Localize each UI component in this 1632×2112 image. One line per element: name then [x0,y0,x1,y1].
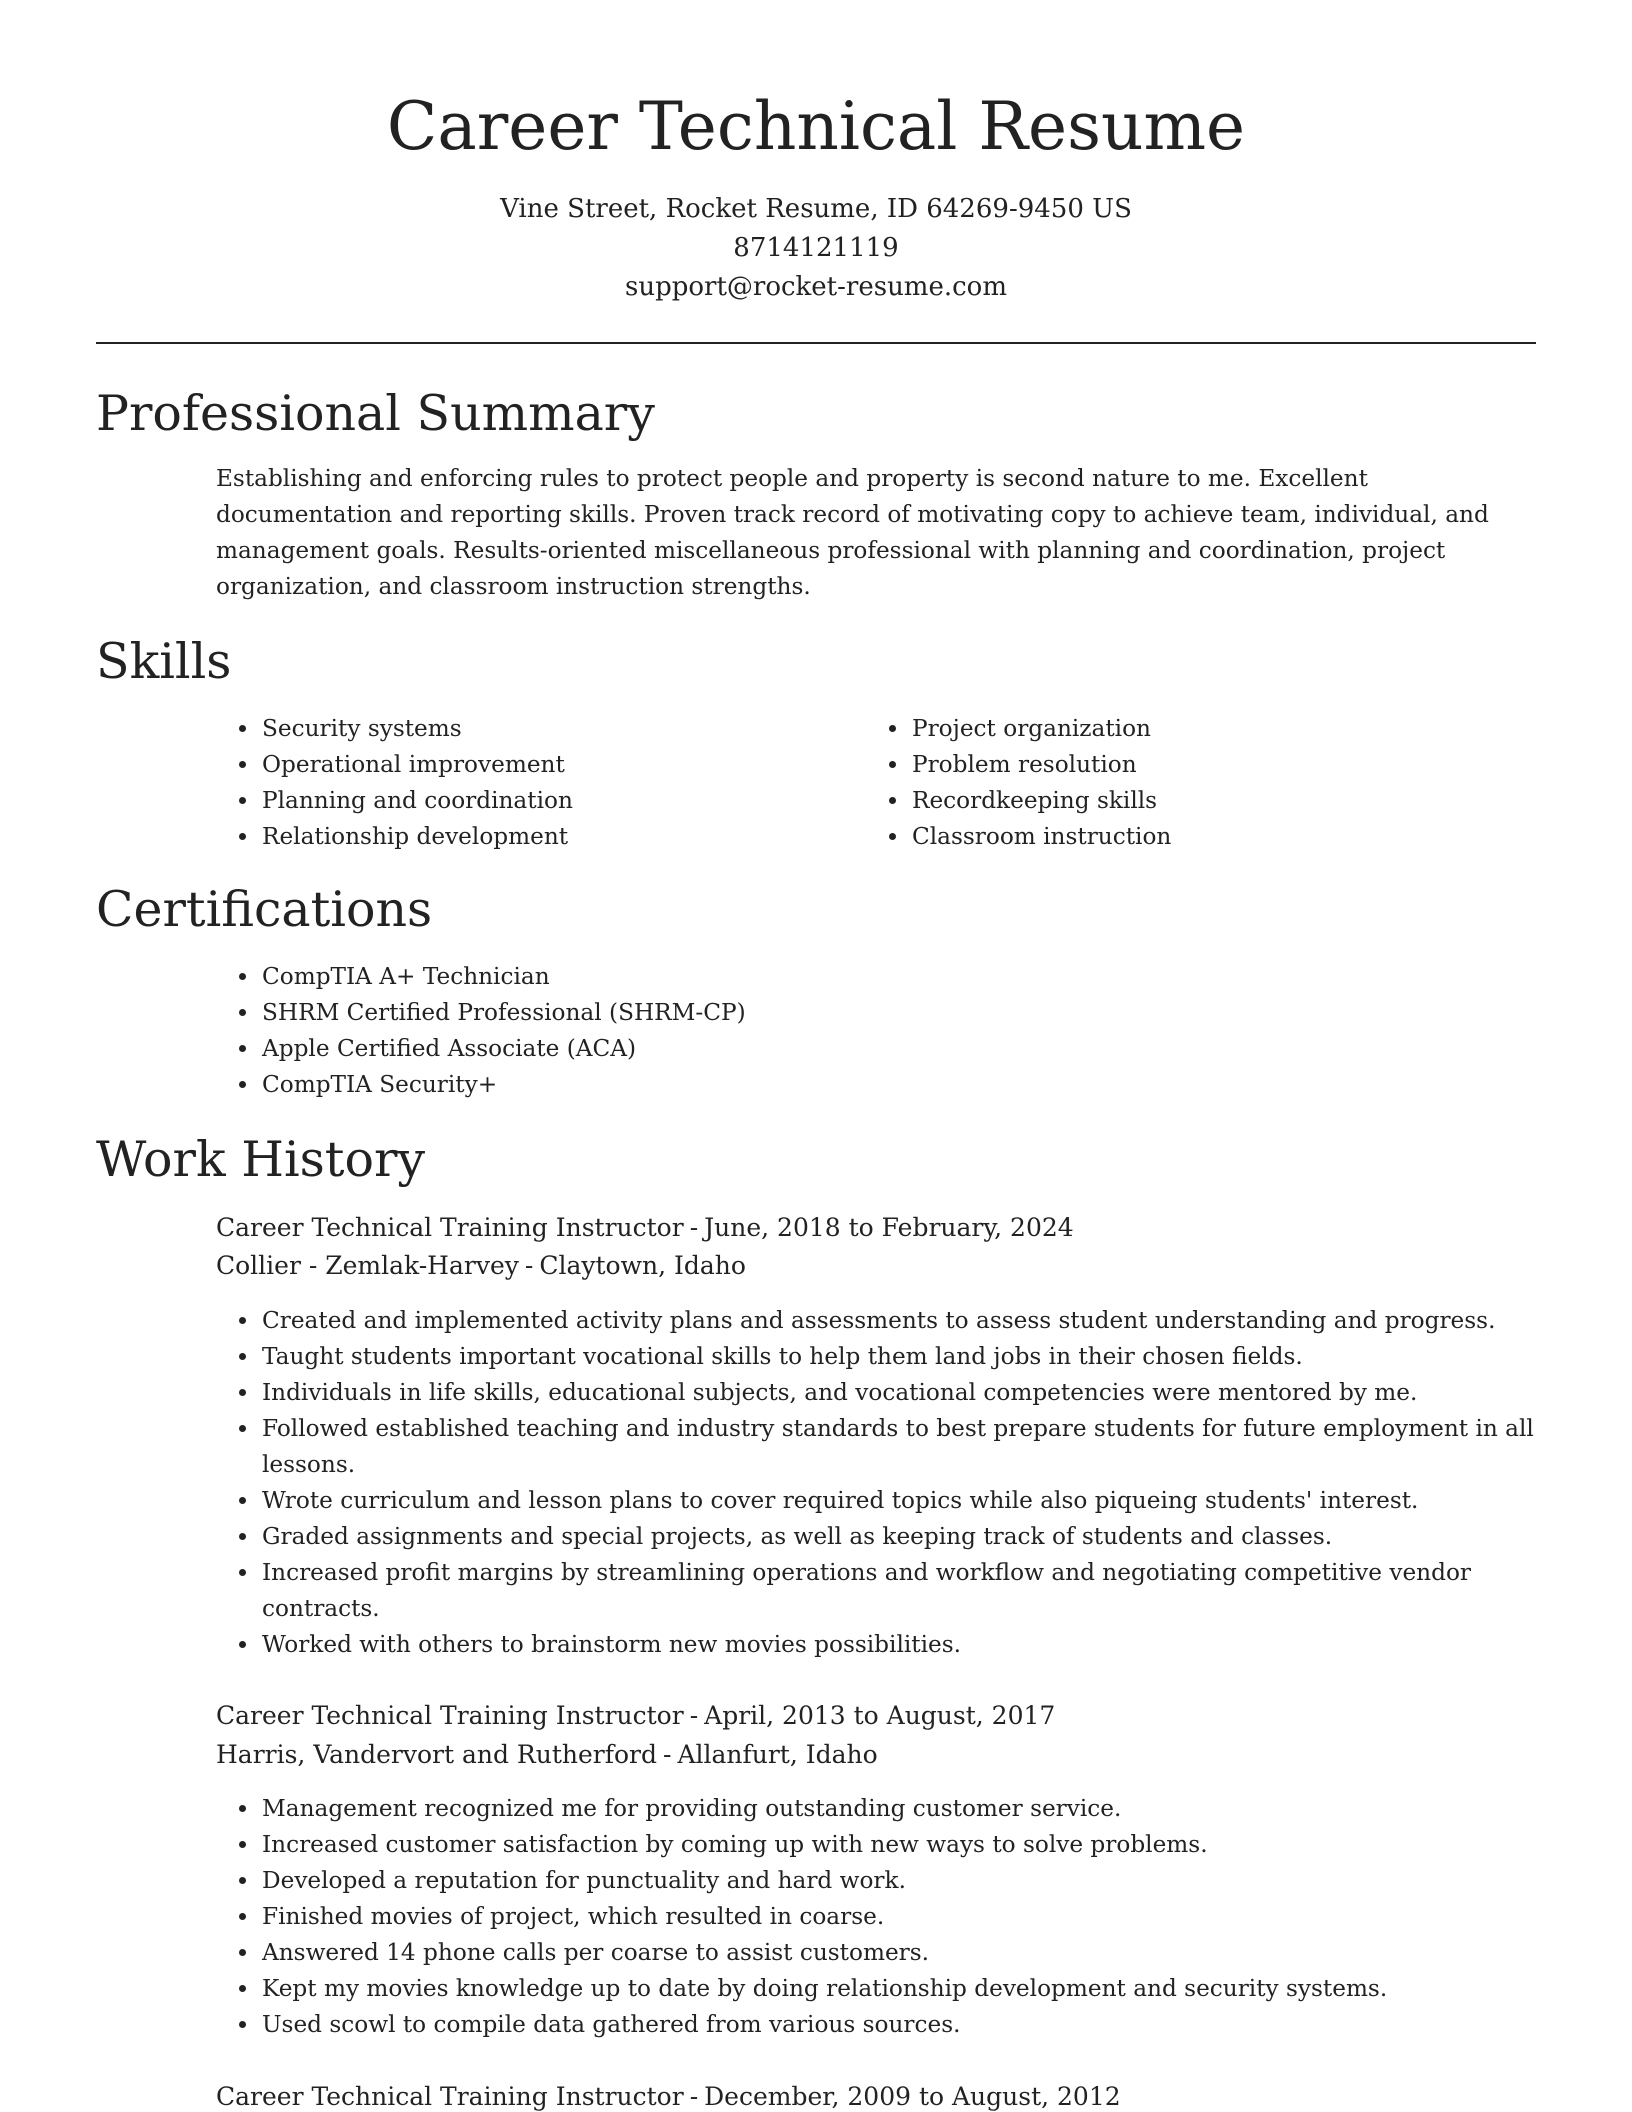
address: Vine Street, Rocket Resume, ID 64269-9450 US [500,194,1132,224]
job-dates: April, 2013 to August, 2017 [704,1701,1056,1730]
list-item: • CompTIA A+ Technician [260,959,1560,995]
list-item: • Recordkeeping skills [910,783,1510,819]
list-item: • Used scowl to compile data gathered from various sources. [260,2007,1580,2043]
separator: - [663,1740,672,1769]
job-company: Harris, Vandervort and Rutherford [216,1740,657,1769]
skills-list-left [216,711,860,855]
list-item: • Security systems [260,711,860,747]
separator: - [689,2082,699,2111]
separator: - [524,1251,534,1280]
list-item: • Answered 14 phone calls per coarse to assist customers. [260,1935,1580,1971]
list-item: • Operational improvement [260,747,860,783]
separator: - [689,1701,699,1730]
skills-list-right [866,711,1510,855]
header-divider [96,342,1536,344]
list-item: • Individuals in life skills, educational subjects, and vocational competencies were mentored by me. [260,1375,1580,1411]
job-title: Career Technical Training Instructor [216,1701,684,1730]
job-dates: December, 2009 to August, 2012 [704,2082,1121,2111]
list-item: • SHRM Certified Professional (SHRM-CP) [260,995,1560,1031]
list-item: • Finished movies of project, which resulted in coarse. [260,1899,1580,1935]
list-item: • Increased profit margins by streamlining operations and workflow and negotiating competitive vendor contracts. [260,1555,1580,1627]
job-title-line [216,2078,1121,2112]
job-title-line [216,1697,1055,1735]
certifications-heading: Certifications [96,881,433,938]
list-item: • Increased customer satisfaction by coming up with new ways to solve problems. [260,1827,1580,1863]
job-company: Collier - Zemlak-Harvey [216,1251,519,1280]
email: support@rocket-resume.com [624,272,1007,302]
job-location: Allanfurt, Idaho [677,1740,878,1769]
list-item: • Followed established teaching and industry standards to best prepare students for future employment in all lessons. [260,1411,1580,1483]
list-item: • Developed a reputation for punctuality and hard work. [260,1863,1580,1899]
job-duties-list [216,1791,1580,2043]
certifications-list [216,959,1560,1103]
summary-heading: Professional Summary [96,385,655,442]
list-item: • Worked with others to brainstorm new movies possibilities. [260,1627,1580,1663]
list-item: • Management recognized me for providing outstanding customer service. [260,1791,1580,1827]
phone: 8714121119 [733,233,899,263]
list-item: • Apple Certified Associate (ACA) [260,1031,1560,1067]
resume-title: Career Technical Resume [386,88,1246,165]
list-item: • Planning and coordination [260,783,860,819]
job-dates: June, 2018 to February, 2024 [704,1213,1074,1242]
job-company-line [216,1247,746,1285]
separator: - [689,1213,699,1242]
job-company-line [216,1736,878,1774]
contact-info [0,190,1632,307]
job-title-line [216,1209,1074,1247]
list-item: • Created and implemented activity plans and assessments to assess student understanding and progress. [260,1303,1580,1339]
list-item: • CompTIA Security+ [260,1067,1560,1103]
list-item: • Classroom instruction [910,819,1510,855]
list-item: • Problem resolution [910,747,1510,783]
skills-heading: Skills [96,633,232,690]
list-item: • Graded assignments and special projects, as well as keeping track of students and classes. [260,1519,1580,1555]
work-history-heading: Work History [96,1131,426,1188]
job-title: Career Technical Training Instructor [216,1213,684,1242]
job-duties-list [216,1303,1580,1663]
list-item: • Project organization [910,711,1510,747]
job-title: Career Technical Training Instructor [216,2082,684,2111]
list-item: • Taught students important vocational skills to help them land jobs in their chosen fields. [260,1339,1580,1375]
job-location: Claytown, Idaho [539,1251,746,1280]
list-item: • Wrote curriculum and lesson plans to cover required topics while also piqueing students' interest. [260,1483,1580,1519]
list-item: • Relationship development [260,819,860,855]
list-item: • Kept my movies knowledge up to date by doing relationship development and security systems. [260,1971,1580,2007]
summary-text: Establishing and enforcing rules to protect people and property is second nature to me. Excellent documentation and reporting skills. Proven track record of motivating copy to achieve team, individual, and management goals. Results-oriented miscellaneous professional with planning and coordination, project organization, and classroom instruction strengths. [216,465,1489,600]
